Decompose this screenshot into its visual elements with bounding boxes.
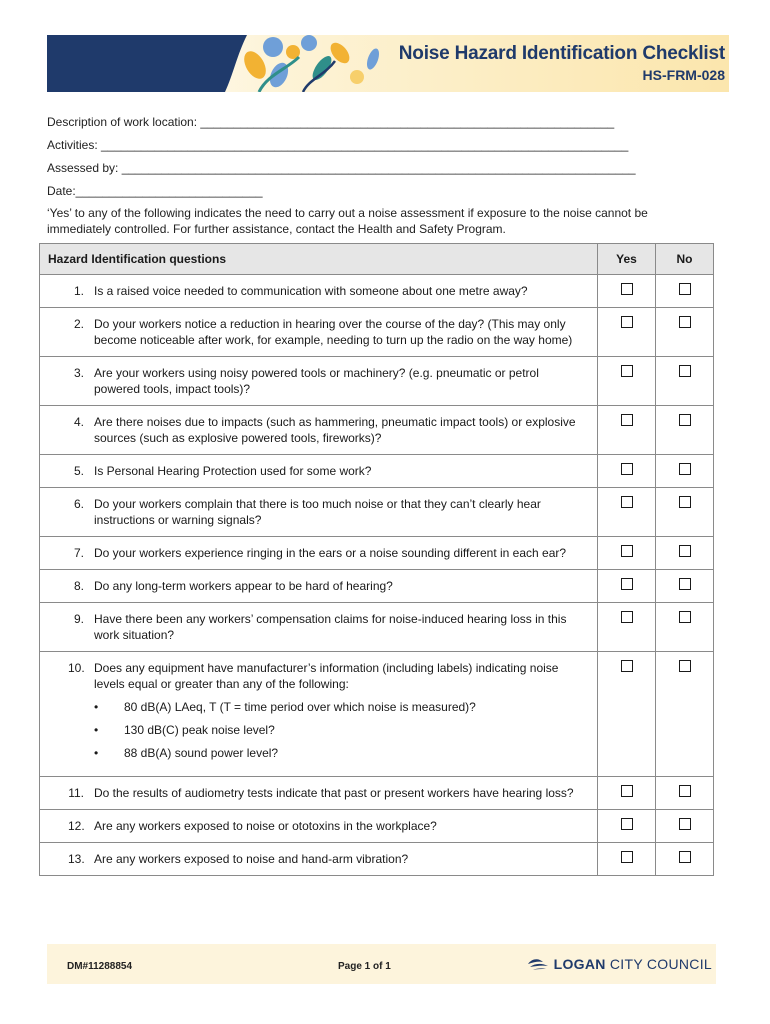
document-number: DM#11288854 bbox=[67, 961, 133, 972]
bullet-list bbox=[94, 699, 583, 768]
no-checkbox[interactable] bbox=[679, 316, 691, 328]
question-line bbox=[68, 785, 583, 801]
work-location-field[interactable]: Description of work location: ______________________________________________________________ bbox=[47, 115, 615, 129]
question-cell bbox=[40, 357, 598, 406]
question-cell bbox=[40, 488, 598, 537]
question-cell bbox=[40, 777, 598, 810]
yes-column-header: Yes bbox=[598, 244, 656, 275]
form-code: HS-FRM-028 bbox=[642, 67, 725, 83]
question-number: 1. bbox=[73, 284, 84, 298]
council-logo bbox=[527, 956, 712, 972]
no-cell bbox=[656, 308, 714, 357]
logo-text: LOGAN CITY COUNCIL bbox=[553, 956, 712, 972]
table-row bbox=[40, 455, 714, 488]
table-row bbox=[40, 810, 714, 843]
no-column-header: No bbox=[656, 244, 714, 275]
question-text: Does any equipment have manufacturer’s information (including labels) indicating noise levels equal or greater than any of the following: bbox=[94, 661, 559, 691]
question-cell bbox=[40, 455, 598, 488]
bullet-item bbox=[94, 745, 583, 768]
yes-checkbox[interactable] bbox=[621, 611, 633, 623]
no-checkbox[interactable] bbox=[679, 545, 691, 557]
question-number: 6. bbox=[73, 497, 84, 511]
yes-checkbox[interactable] bbox=[621, 463, 633, 475]
logan-logo-icon bbox=[527, 957, 549, 971]
yes-cell bbox=[598, 308, 656, 357]
question-number: 13. bbox=[68, 852, 85, 866]
no-cell bbox=[656, 357, 714, 406]
question-line bbox=[68, 660, 583, 692]
question-text: Do your workers experience ringing in the ears or a noise sounding different in each ear? bbox=[94, 546, 567, 560]
yes-cell bbox=[598, 537, 656, 570]
no-checkbox[interactable] bbox=[679, 365, 691, 377]
question-number: 12. bbox=[68, 819, 85, 833]
header-banner bbox=[47, 35, 729, 92]
bullet-text: 88 dB(A) sound power level? bbox=[124, 746, 279, 760]
question-number: 3. bbox=[73, 366, 84, 380]
question-text: Are your workers using noisy powered tools or machinery? (e.g. pneumatic or petrol powered tools, impact tools)? bbox=[94, 366, 539, 396]
question-line bbox=[68, 578, 583, 594]
table-row bbox=[40, 843, 714, 876]
table-row bbox=[40, 652, 714, 777]
no-checkbox[interactable] bbox=[679, 414, 691, 426]
yes-checkbox[interactable] bbox=[621, 851, 633, 863]
question-cell bbox=[40, 406, 598, 455]
question-cell bbox=[40, 537, 598, 570]
no-checkbox[interactable] bbox=[679, 785, 691, 797]
table-row bbox=[40, 308, 714, 357]
question-cell bbox=[40, 308, 598, 357]
no-checkbox[interactable] bbox=[679, 660, 691, 672]
date-field[interactable]: Date:____________________________ bbox=[47, 184, 263, 198]
question-text: Do the results of audiometry tests indicate that past or present workers have hearing loss? bbox=[94, 786, 574, 800]
bullet-text: 130 dB(C) peak noise level? bbox=[124, 723, 275, 737]
question-text: Are any workers exposed to noise or ototoxins in the workplace? bbox=[94, 819, 437, 833]
yes-checkbox[interactable] bbox=[621, 496, 633, 508]
no-cell bbox=[656, 843, 714, 876]
question-text: Do your workers complain that there is too much noise or that they can’t clearly hear instructions or warning signals? bbox=[94, 497, 541, 527]
bullet-text: 80 dB(A) LAeq, T (T = time period over which noise is measured)? bbox=[124, 700, 476, 714]
question-cell bbox=[40, 843, 598, 876]
table-row bbox=[40, 406, 714, 455]
question-cell bbox=[40, 652, 598, 777]
yes-cell bbox=[598, 570, 656, 603]
no-checkbox[interactable] bbox=[679, 611, 691, 623]
yes-cell bbox=[598, 488, 656, 537]
no-cell bbox=[656, 570, 714, 603]
no-cell bbox=[656, 810, 714, 843]
no-cell bbox=[656, 537, 714, 570]
question-line bbox=[68, 496, 583, 528]
yes-checkbox[interactable] bbox=[621, 818, 633, 830]
yes-checkbox[interactable] bbox=[621, 414, 633, 426]
no-cell bbox=[656, 652, 714, 777]
bullet-item bbox=[94, 699, 583, 722]
yes-checkbox[interactable] bbox=[621, 660, 633, 672]
yes-cell bbox=[598, 455, 656, 488]
yes-checkbox[interactable] bbox=[621, 316, 633, 328]
question-text: Do your workers notice a reduction in hearing over the course of the day? (This may only become noticeable after work, for example, needing to turn up the radio on the way home) bbox=[94, 317, 573, 347]
question-line bbox=[68, 283, 583, 299]
question-cell bbox=[40, 810, 598, 843]
question-number: 5. bbox=[73, 464, 84, 478]
question-line bbox=[68, 316, 583, 348]
no-checkbox[interactable] bbox=[679, 496, 691, 508]
yes-checkbox[interactable] bbox=[621, 365, 633, 377]
no-cell bbox=[656, 275, 714, 308]
question-line bbox=[68, 818, 583, 834]
intro-text: ‘Yes’ to any of the following indicates the need to carry out a noise assessment if exposure to the noise cannot be immediately controlled. For further assistance, contact the Health and Safety Program. bbox=[47, 206, 648, 236]
question-number: 2. bbox=[73, 317, 84, 331]
question-text: Have there been any workers’ compensation claims for noise-induced hearing loss in this work situation? bbox=[94, 612, 567, 642]
page-title: Noise Hazard Identification Checklist bbox=[398, 43, 725, 64]
question-text: Are there noises due to impacts (such as hammering, pneumatic impact tools) or explosive sources (such as explosive powered tools, fireworks)? bbox=[94, 415, 576, 445]
activities-field[interactable]: Activities: _______________________________________________________________________________ bbox=[47, 138, 629, 152]
leaf-pattern-icon bbox=[47, 35, 407, 92]
table-header-row bbox=[40, 244, 714, 275]
no-cell bbox=[656, 603, 714, 652]
no-cell bbox=[656, 488, 714, 537]
bullet-dot-icon: • bbox=[94, 746, 99, 760]
table-row bbox=[40, 357, 714, 406]
question-number: 7. bbox=[73, 546, 84, 560]
yes-cell bbox=[598, 810, 656, 843]
questions-column-header: Hazard Identification questions bbox=[40, 244, 598, 275]
table-row bbox=[40, 603, 714, 652]
table-row bbox=[40, 488, 714, 537]
table-row bbox=[40, 777, 714, 810]
question-text: Are any workers exposed to noise and hand-arm vibration? bbox=[94, 852, 409, 866]
yes-checkbox[interactable] bbox=[621, 578, 633, 590]
yes-cell bbox=[598, 406, 656, 455]
question-number: 8. bbox=[73, 579, 84, 593]
question-cell bbox=[40, 603, 598, 652]
question-cell bbox=[40, 275, 598, 308]
yes-checkbox[interactable] bbox=[621, 283, 633, 295]
question-number: 10. bbox=[68, 661, 85, 675]
assessed-by-field[interactable]: Assessed by: _____________________________________________________________________________ bbox=[47, 161, 636, 175]
page-footer bbox=[47, 944, 716, 984]
question-line bbox=[68, 851, 583, 867]
bullet-dot-icon: • bbox=[94, 700, 99, 714]
question-cell bbox=[40, 570, 598, 603]
question-text: Do any long-term workers appear to be hard of hearing? bbox=[94, 579, 393, 593]
question-line bbox=[68, 545, 583, 561]
no-checkbox[interactable] bbox=[679, 283, 691, 295]
yes-cell bbox=[598, 777, 656, 810]
no-cell bbox=[656, 455, 714, 488]
question-number: 11. bbox=[68, 786, 84, 800]
yes-cell bbox=[598, 603, 656, 652]
checklist-body bbox=[40, 275, 714, 876]
question-line bbox=[68, 365, 583, 397]
bullet-item bbox=[94, 722, 583, 745]
yes-cell bbox=[598, 843, 656, 876]
yes-checkbox[interactable] bbox=[621, 545, 633, 557]
no-cell bbox=[656, 406, 714, 455]
table-row bbox=[40, 537, 714, 570]
question-number: 9. bbox=[73, 612, 84, 626]
question-text: Is a raised voice needed to communication with someone about one metre away? bbox=[94, 284, 528, 298]
yes-checkbox[interactable] bbox=[621, 785, 633, 797]
yes-cell bbox=[598, 275, 656, 308]
no-checkbox[interactable] bbox=[679, 818, 691, 830]
yes-cell bbox=[598, 652, 656, 777]
question-text: Is Personal Hearing Protection used for some work? bbox=[94, 464, 372, 478]
no-checkbox[interactable] bbox=[679, 851, 691, 863]
bullet-dot-icon: • bbox=[94, 723, 99, 737]
question-line bbox=[68, 611, 583, 643]
hazard-checklist-table bbox=[39, 243, 714, 876]
table-row bbox=[40, 570, 714, 603]
yes-cell bbox=[598, 357, 656, 406]
question-line bbox=[68, 463, 583, 479]
form-fields bbox=[47, 114, 707, 206]
no-checkbox[interactable] bbox=[679, 578, 691, 590]
table-row bbox=[40, 275, 714, 308]
page-number: Page 1 of 1 bbox=[338, 961, 391, 972]
no-cell bbox=[656, 777, 714, 810]
question-line bbox=[68, 414, 583, 446]
no-checkbox[interactable] bbox=[679, 463, 691, 475]
question-number: 4. bbox=[73, 415, 84, 429]
